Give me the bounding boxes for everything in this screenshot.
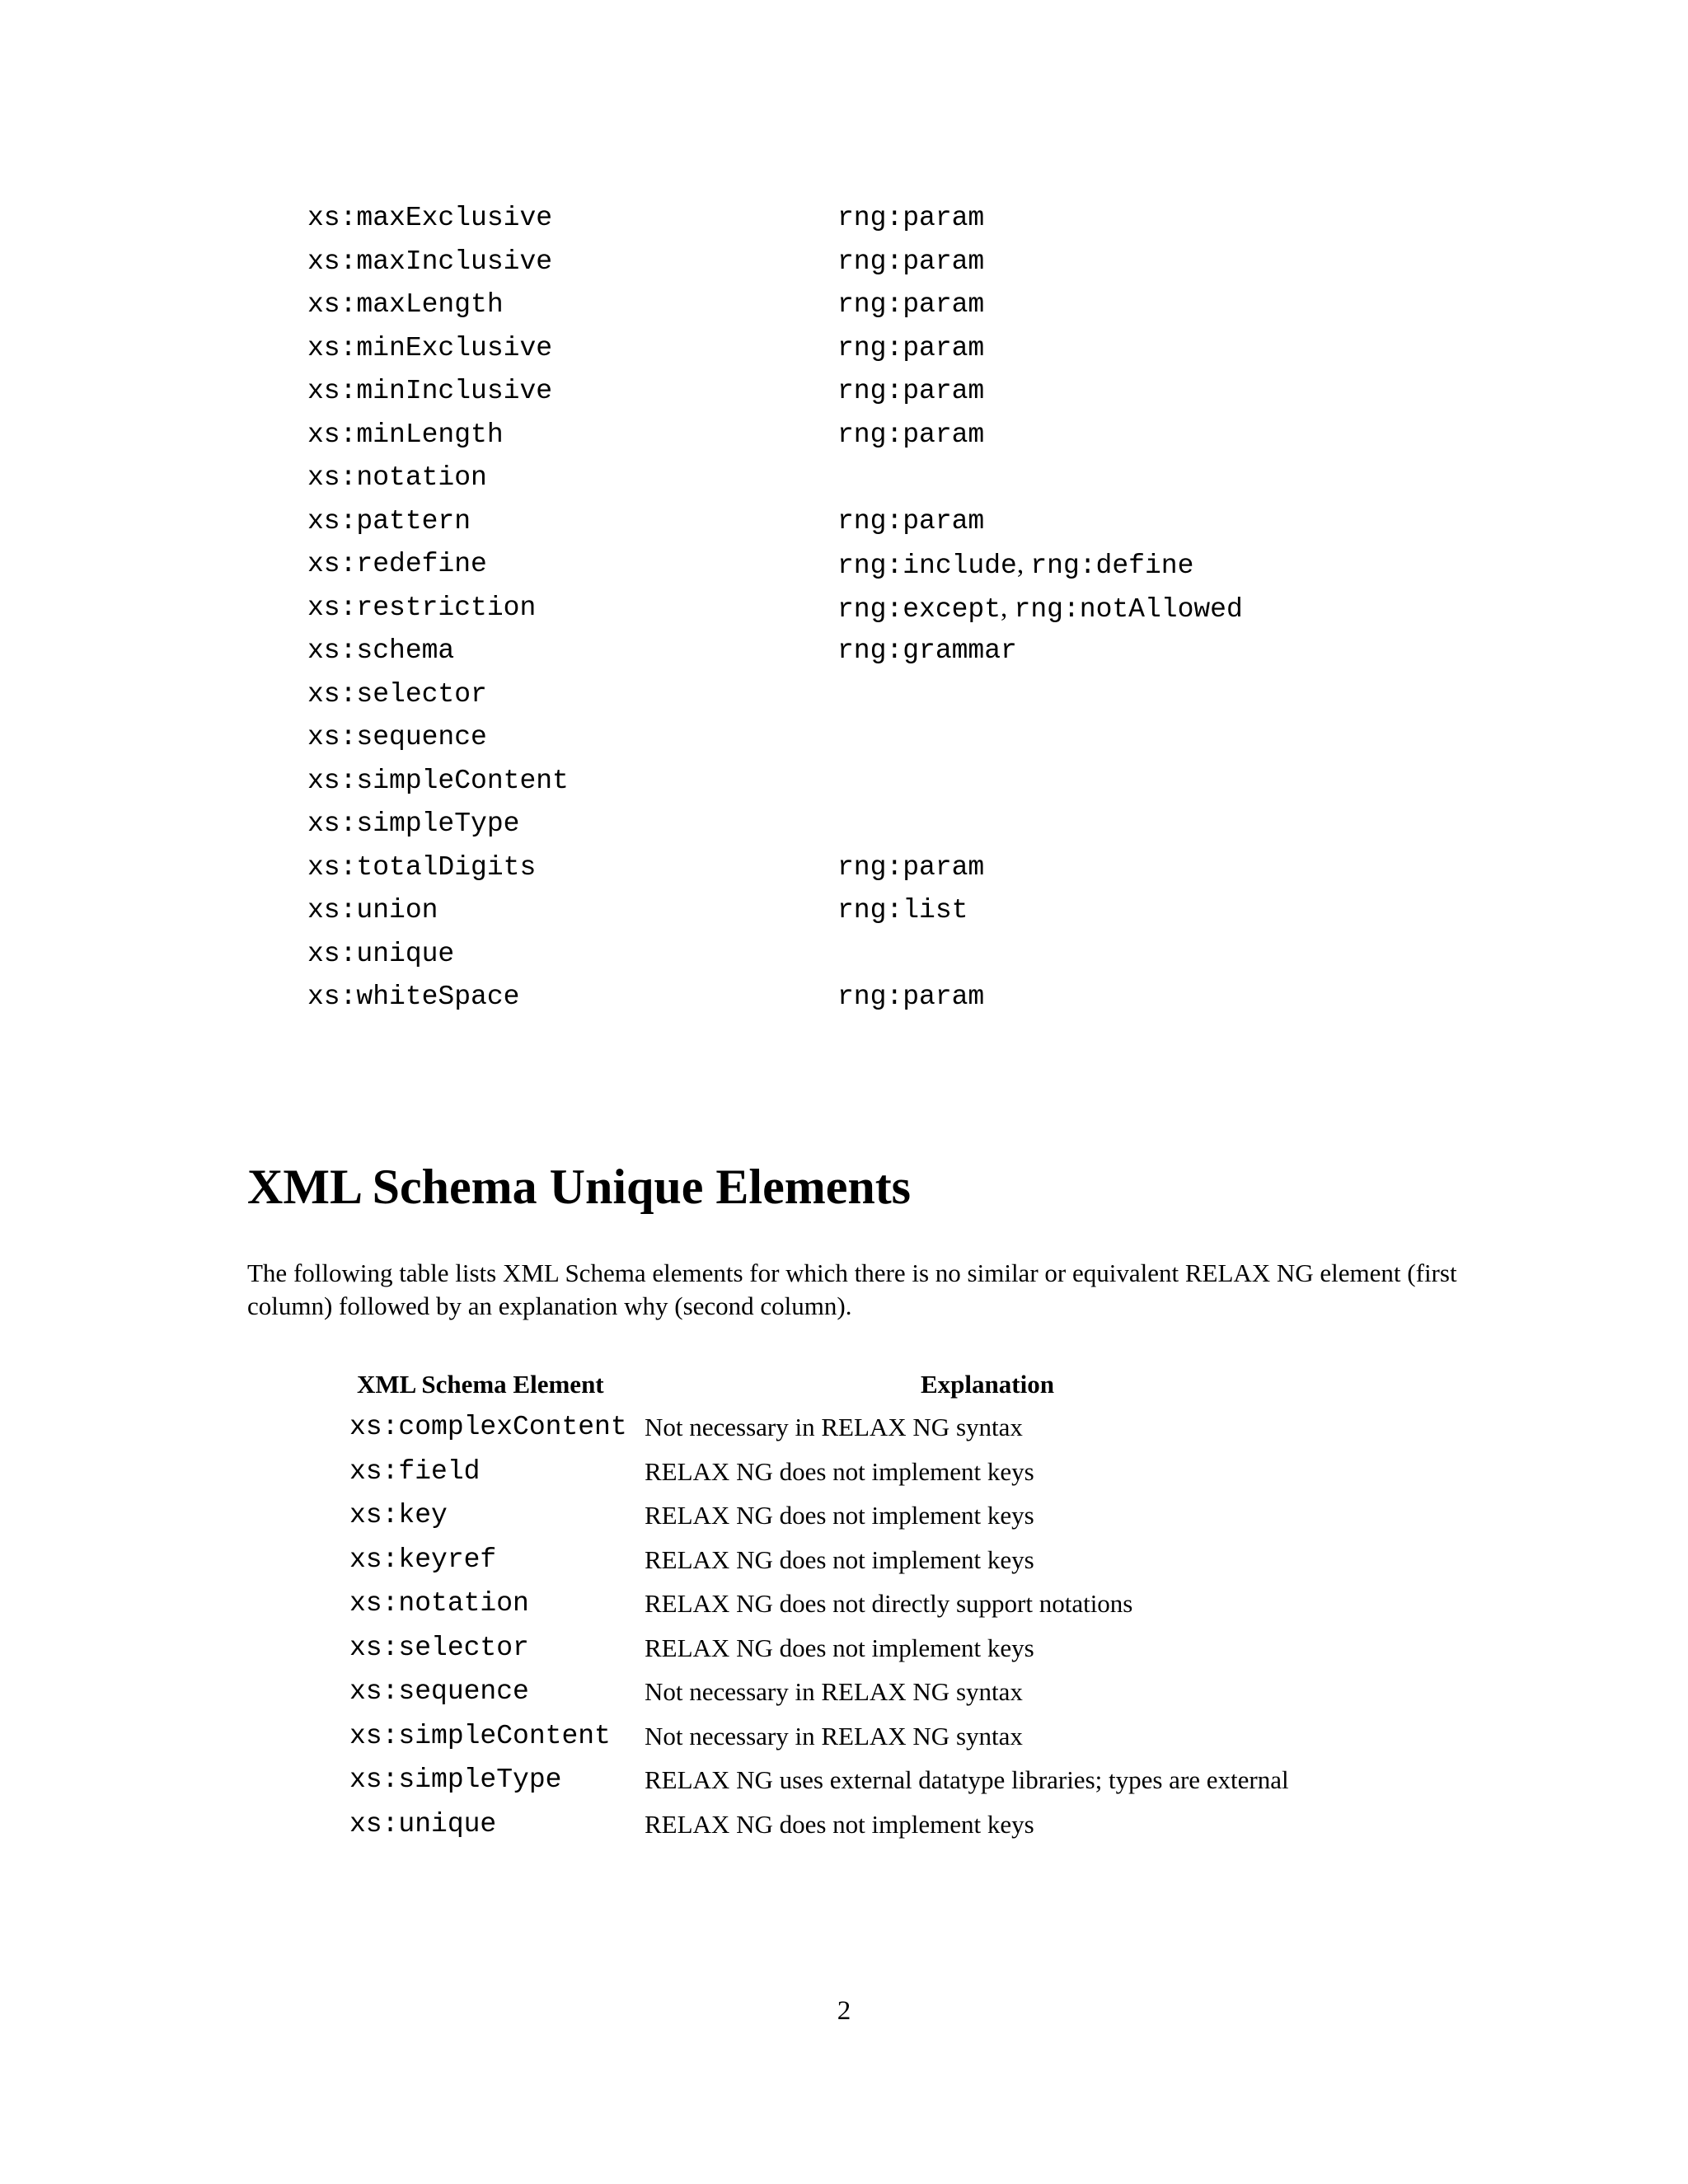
explanation-text: RELAX NG does not directly support notations	[645, 1589, 1133, 1618]
xs-element-name: xs:sequence	[307, 722, 487, 752]
rng-element-name: rng:param	[837, 246, 985, 277]
xs-element-name: xs:restriction	[307, 592, 537, 623]
mapping-row	[0, 678, 1688, 711]
rng-equivalent: rng:include, rng:define	[837, 550, 1194, 581]
rng-equivalent	[837, 375, 984, 408]
xs-element-name: xs:unique	[307, 938, 455, 969]
xs-element-name: xs:key	[349, 1500, 448, 1530]
mapping-row	[0, 462, 1688, 494]
mapping-row	[0, 808, 1688, 841]
xs-element-name: xs:selector	[307, 678, 487, 710]
xs-element-name: xs:maxLength	[307, 289, 504, 320]
mapping-row	[0, 505, 1688, 538]
xs-element-name: xs:union	[307, 895, 438, 926]
page-number: 2	[837, 1996, 851, 2026]
xs-element-name: xs:minInclusive	[307, 376, 553, 406]
rng-element-name: rng:list	[837, 895, 968, 926]
mapping-row	[0, 721, 1688, 754]
rng-element-name: rng:grammar	[837, 635, 1017, 666]
mapping-row	[0, 765, 1688, 798]
rng-equivalent	[837, 202, 984, 235]
rng-equivalent	[837, 288, 984, 321]
column-header-element: XML Schema Element	[357, 1370, 604, 1399]
xs-element-name: xs:totalDigits	[307, 851, 537, 883]
xs-element-name: xs:notation	[307, 462, 487, 493]
xs-element-name: xs:notation	[349, 1588, 529, 1619]
table-row	[0, 1675, 1688, 1708]
table-row	[0, 1499, 1688, 1532]
mapping-row	[0, 981, 1688, 1014]
rng-equivalent	[837, 635, 1017, 668]
explanation-text: RELAX NG does not implement keys	[645, 1809, 1034, 1839]
xs-element-name: xs:maxExclusive	[307, 203, 553, 233]
rng-element-name: rng:except	[837, 593, 1001, 625]
xs-element-name: xs:minLength	[307, 419, 504, 450]
table-row	[0, 1764, 1688, 1797]
mapping-row	[0, 894, 1688, 927]
rng-element-name: rng:param	[837, 982, 985, 1012]
table-row	[0, 1808, 1688, 1841]
xs-element-name: xs:sequence	[349, 1676, 529, 1707]
mapping-row	[0, 288, 1688, 321]
rng-element-name: rng:param	[837, 419, 985, 450]
rng-element-name: rng:include	[837, 551, 1017, 581]
rng-element-name: rng:param	[837, 376, 985, 406]
rng-element-name: rng:param	[837, 332, 985, 363]
xs-element-name: xs:maxInclusive	[307, 246, 553, 277]
mapping-row	[0, 332, 1688, 365]
xs-element-name: xs:unique	[349, 1808, 497, 1840]
rng-equivalent	[837, 246, 984, 279]
xs-element-name: xs:simpleContent	[307, 765, 569, 796]
xs-element-name: xs:simpleType	[349, 1765, 562, 1795]
section-heading: XML Schema Unique Elements	[247, 1160, 912, 1214]
rng-element-name: rng:param	[837, 505, 985, 537]
explanation-text: RELAX NG does not implement keys	[645, 1501, 1034, 1530]
mapping-row	[0, 851, 1688, 884]
mapping-row	[0, 938, 1688, 971]
mapping-row	[0, 202, 1688, 235]
xs-element-name: xs:minExclusive	[307, 332, 553, 363]
xs-element-name: xs:schema	[307, 635, 455, 666]
explanation-text: Not necessary in RELAX NG syntax	[645, 1413, 1023, 1441]
rng-element-name: rng:define	[1030, 551, 1194, 581]
explanation-text: Not necessary in RELAX NG syntax	[645, 1721, 1023, 1750]
rng-equivalent	[837, 851, 984, 884]
explanation-text: RELAX NG does not implement keys	[645, 1544, 1034, 1574]
xs-element-name: xs:selector	[349, 1632, 529, 1663]
xs-element-name: xs:pattern	[307, 505, 471, 537]
table-row	[0, 1411, 1688, 1444]
xs-element-name: xs:redefine	[307, 549, 487, 579]
rng-equivalent	[837, 505, 984, 538]
mapping-row	[0, 592, 1688, 625]
xs-element-name: xs:simpleType	[307, 808, 520, 839]
mapping-row	[0, 375, 1688, 408]
table-row	[0, 1632, 1688, 1665]
rng-element-name: rng:param	[837, 289, 985, 320]
table-row	[0, 1720, 1688, 1753]
rng-element-name: rng:param	[837, 203, 985, 233]
explanation-text: RELAX NG does not implement keys	[645, 1633, 1034, 1662]
mapping-row	[0, 246, 1688, 279]
explanation-text: Not necessary in RELAX NG syntax	[645, 1677, 1023, 1706]
xs-element-name: xs:simpleContent	[349, 1720, 611, 1751]
rng-equivalent	[837, 981, 984, 1014]
table-row	[0, 1544, 1688, 1577]
rng-equivalent	[837, 332, 984, 365]
explanation-text: RELAX NG uses external datatype libraries; types are external	[645, 1765, 1289, 1794]
table-row	[0, 1455, 1688, 1488]
column-header-explanation: Explanation	[921, 1370, 1054, 1399]
rng-element-name: rng:notAllowed	[1014, 593, 1243, 625]
rng-equivalent	[837, 419, 984, 452]
mapping-row	[0, 635, 1688, 668]
table-row	[0, 1587, 1688, 1620]
xs-element-name: xs:complexContent	[349, 1412, 627, 1442]
rng-equivalent	[837, 894, 968, 927]
mapping-row	[0, 548, 1688, 581]
mapping-row	[0, 419, 1688, 452]
intro-paragraph: The following table lists XML Schema elements for which there is no similar or equivalent RELAX NG element (first column) followed by an explanation why (second column).	[247, 1258, 1457, 1320]
xs-element-name: xs:whiteSpace	[307, 982, 520, 1012]
explanation-text: RELAX NG does not implement keys	[645, 1456, 1034, 1486]
rng-equivalent: rng:except, rng:notAllowed	[837, 593, 1243, 625]
xs-element-name: xs:field	[349, 1455, 481, 1487]
rng-element-name: rng:param	[837, 851, 985, 883]
xs-element-name: xs:keyref	[349, 1544, 497, 1575]
